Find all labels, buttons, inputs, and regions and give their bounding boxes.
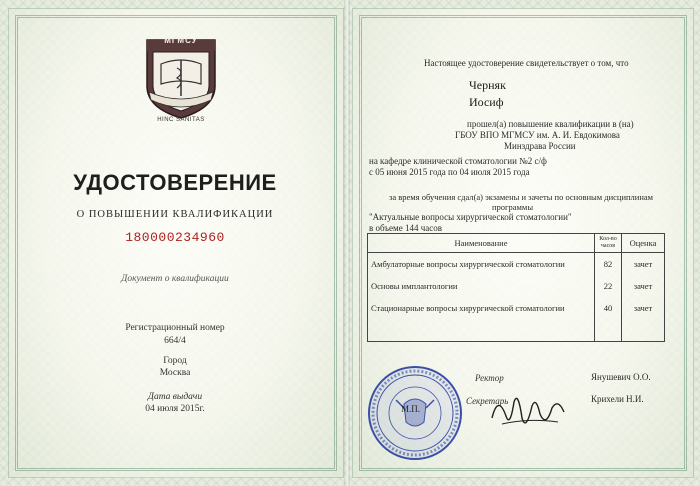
rector-name: Янушевич О.О. — [591, 372, 651, 382]
qualification-line: прошел(а) повышение квалификации в (на) — [467, 119, 634, 129]
document-title: УДОСТОВЕРЕНИЕ — [73, 170, 277, 195]
table-row — [368, 275, 665, 297]
ministry-name: Минздрава России — [504, 141, 576, 151]
rector-label: Ректор — [475, 373, 504, 383]
disciplines-table — [367, 233, 665, 342]
institution-name: ГБОУ ВПО МГМСУ им. А. И. Евдокимова — [455, 130, 620, 140]
discipline-grade: зачет — [622, 253, 665, 276]
university-emblem — [141, 34, 221, 120]
discipline-hours: 22 — [595, 275, 622, 297]
table-header-row — [368, 234, 665, 253]
discipline-hours: 82 — [595, 253, 622, 276]
discipline-grade: зачет — [622, 297, 665, 342]
city-value: Москва — [159, 368, 191, 378]
discipline-grade: зачет — [622, 275, 665, 297]
discipline-name: Стационарные вопросы хирургической стоматологии — [368, 297, 595, 342]
emblem-motto: HINC SANITAS — [157, 117, 205, 123]
secretary-label: Секретарь — [466, 396, 509, 406]
secretary-name: Крихели Н.И. — [591, 394, 644, 404]
issue-date-value: 04 июля 2015г. — [145, 404, 205, 414]
program-volume: в объеме 144 часов — [369, 223, 442, 233]
exams-line-program: программы — [492, 202, 534, 212]
col-name-header: Наименование — [368, 234, 595, 253]
program-title: "Актуальные вопросы хирургической стоматологии" — [369, 212, 572, 222]
document-subtitle: О ПОВЫШЕНИИ КВАЛИФИКАЦИИ — [76, 209, 274, 220]
emblem-top-text: МГМСУ — [164, 36, 198, 45]
table-row — [368, 253, 665, 276]
issue-date-label: Дата выдачи — [147, 392, 203, 402]
given-name: Иосиф — [469, 95, 504, 109]
document-kind: Документ о квалификации — [121, 274, 229, 284]
city-label: Город — [163, 356, 187, 366]
intro-text: Настоящее удостоверение свидетельствует о том, что — [424, 58, 629, 68]
registration-number: 664/4 — [164, 336, 186, 346]
serial-number: 180000234960 — [125, 230, 225, 245]
period-line: с 05 июня 2015 года по 04 июля 2015 года — [369, 167, 530, 177]
discipline-hours: 40 — [595, 297, 622, 342]
table-row — [368, 297, 665, 342]
col-grade-header: Оценка — [622, 234, 665, 253]
surname: Черняк — [469, 78, 506, 92]
discipline-name: Амбулаторные вопросы хирургической стоматологии — [368, 253, 595, 276]
col-hours-header: Кол-во часов — [595, 234, 622, 253]
exams-line: за время обучения сдал(а) экзамены и зачеты по основным дисциплинам — [389, 192, 654, 202]
department-line: на кафедре клинической стоматологии №2 с/ф — [369, 156, 547, 166]
seal-mark: М.П. — [401, 404, 421, 414]
registration-label: Регистрационный номер — [125, 323, 225, 333]
discipline-name: Основы имплантологии — [368, 275, 595, 297]
secretary-signature — [488, 388, 568, 434]
